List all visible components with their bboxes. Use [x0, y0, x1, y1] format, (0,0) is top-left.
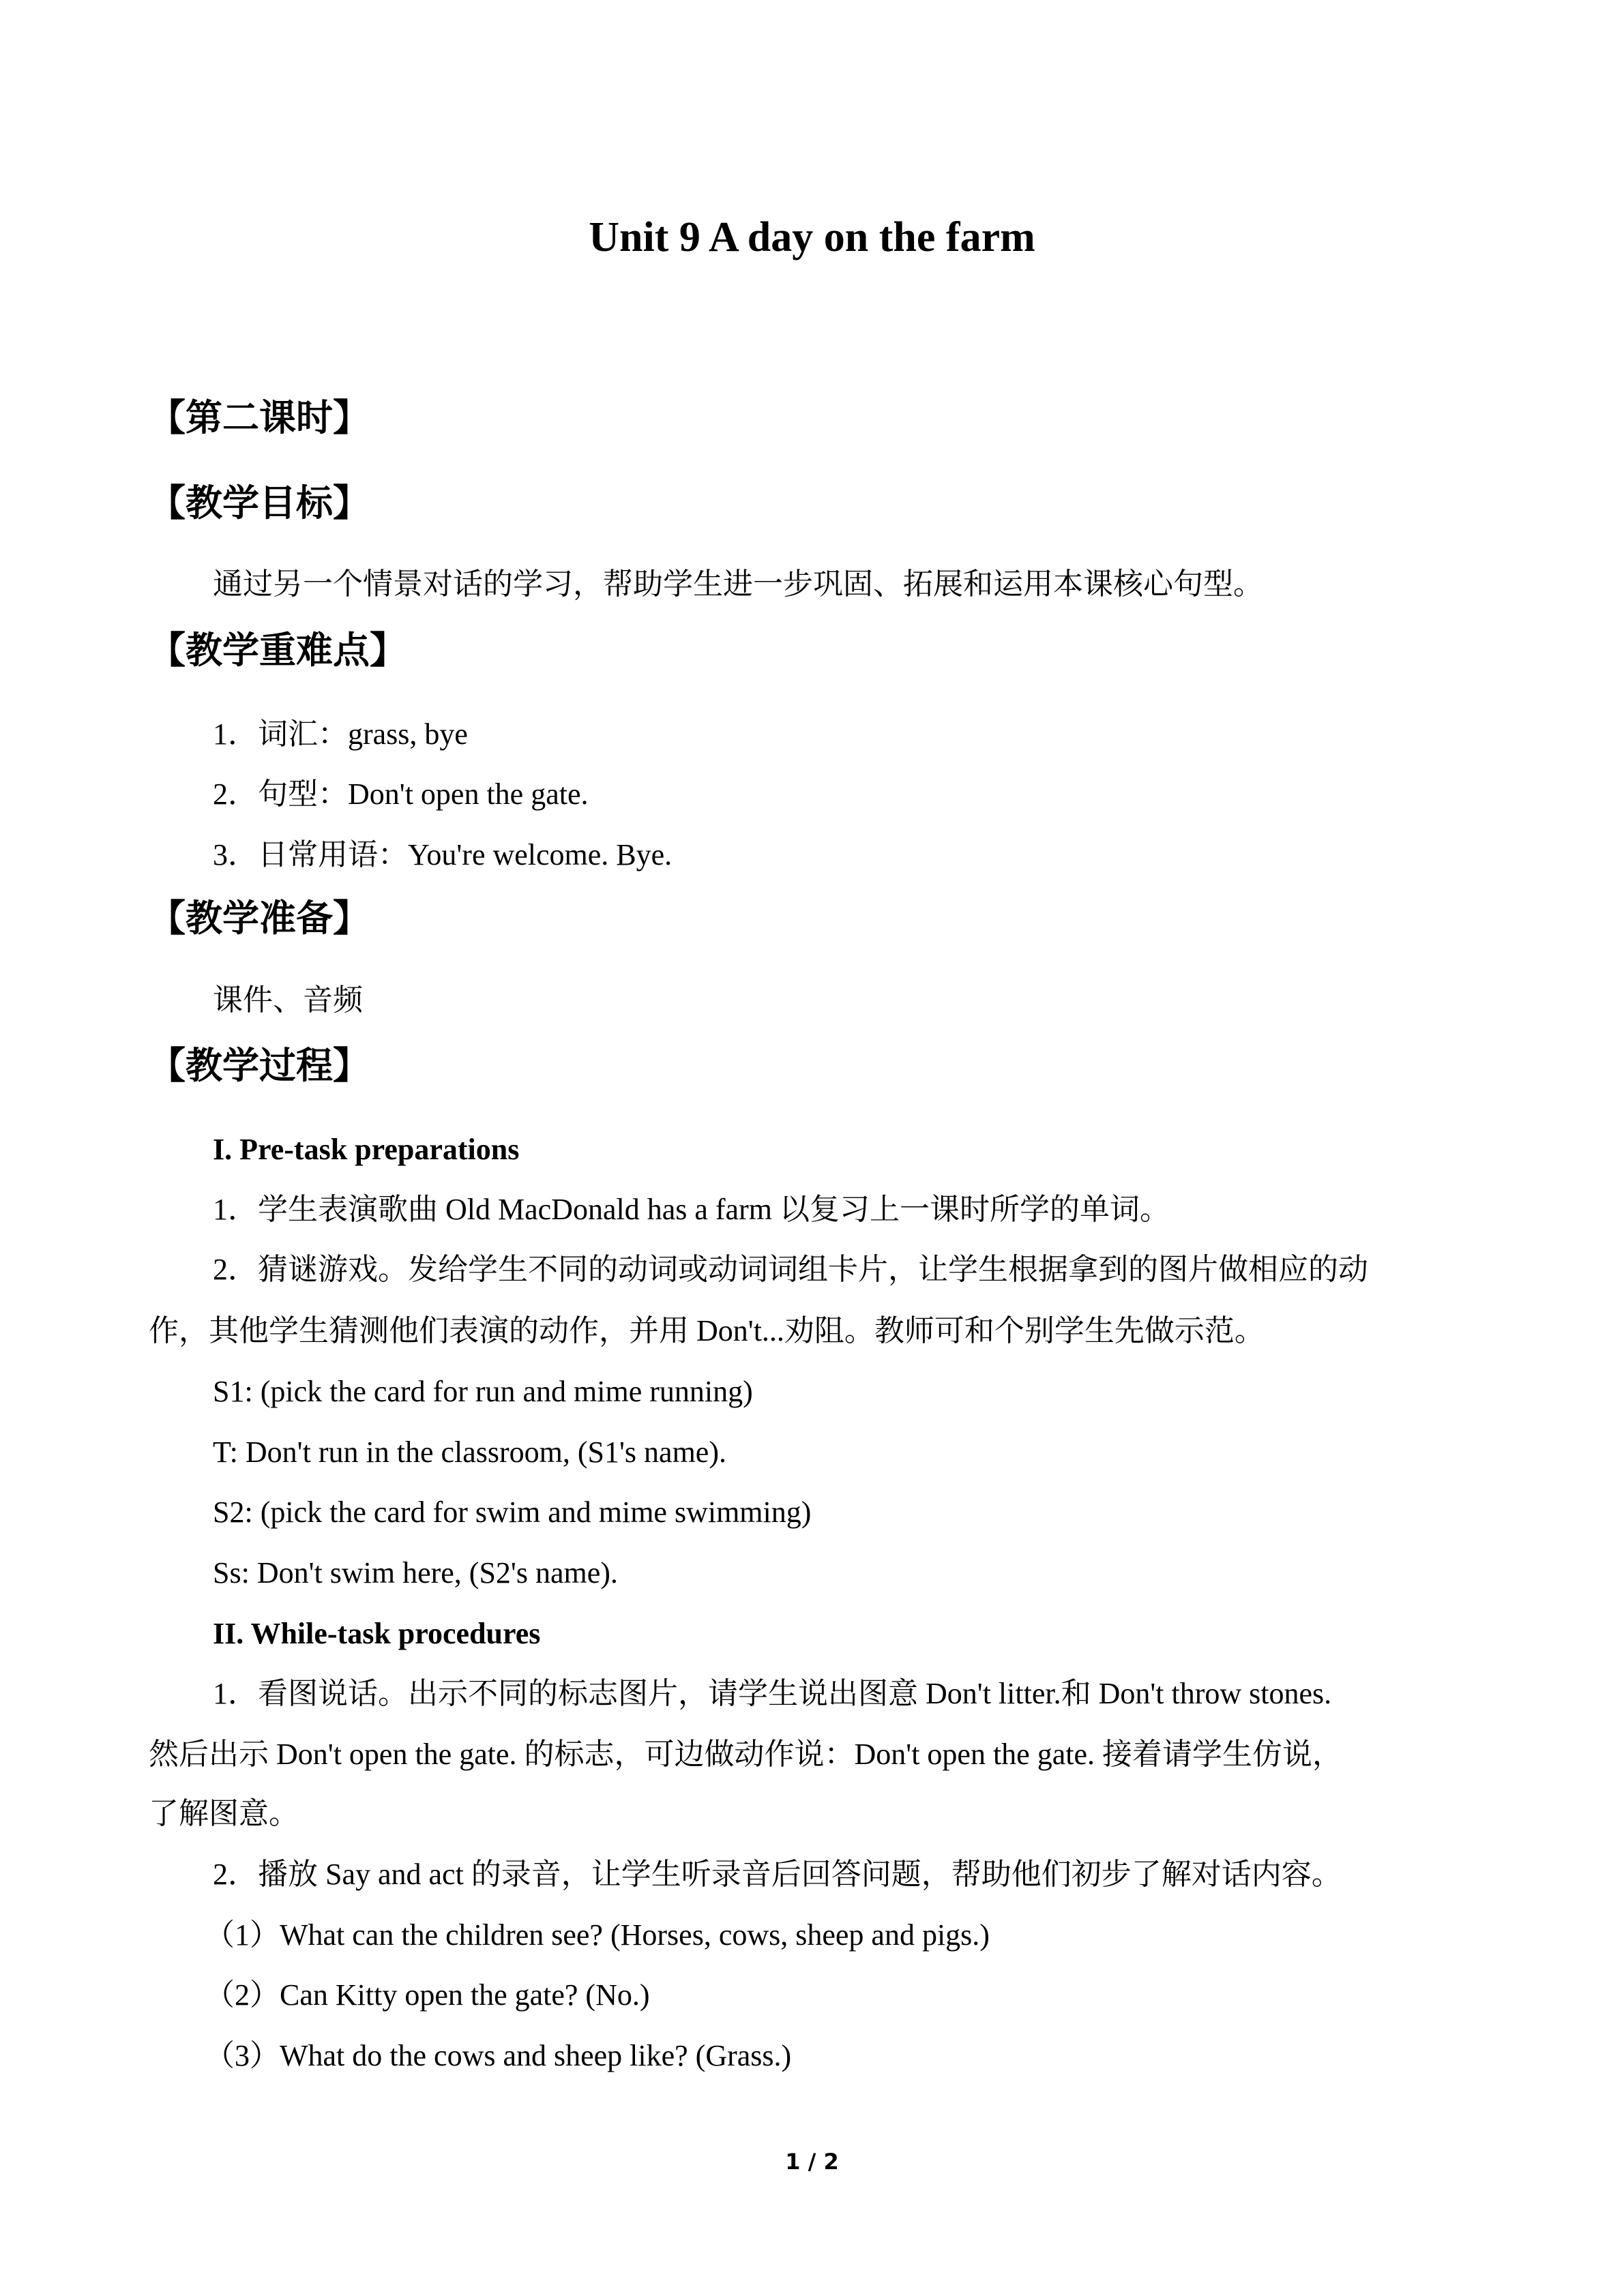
dialogue-line: S2: (pick the card for swim and mime swimming) [213, 1495, 812, 1529]
question-item: （1）What can the children see? (Horses, cows, sheep and pigs.) [205, 1918, 990, 1952]
key-points-heading: 【教学重难点】 [149, 629, 407, 672]
process-heading: 【教学过程】 [149, 1044, 370, 1087]
lesson-heading: 【第二课时】 [149, 396, 370, 439]
pre-task-item: 1．学生表演歌曲 Old MacDonald has a farm 以复习上一课时所学的单词。 [213, 1193, 1170, 1226]
while-task-item: 1．看图说话。出示不同的标志图片，请学生说出图意 Don't litter.和 Don't throw stones. [213, 1677, 1332, 1710]
pre-task-heading: I. Pre-task preparations [213, 1133, 520, 1166]
while-task-item: 2．播放 Say and act 的录音，让学生听录音后回答问题，帮助他们初步了解对话内容。 [213, 1858, 1342, 1891]
key-point-item: 1．词汇：grass, bye [213, 717, 468, 751]
question-item: （3）What do the cows and sheep like? (Grass.) [205, 2039, 792, 2072]
page-number: 1 / 2 [785, 2149, 839, 2175]
dialogue-line: S1: (pick the card for run and mime running) [213, 1375, 753, 1408]
preparation-heading: 【教学准备】 [149, 897, 370, 940]
preparation-text: 课件、音频 [213, 983, 363, 1017]
pre-task-item: 2．猜谜游戏。发给学生不同的动词或动词词组卡片，让学生根据拿到的图片做相应的动 [213, 1253, 1368, 1286]
while-task-item-continued: 了解图意。 [149, 1797, 299, 1830]
key-point-item: 3．日常用语：You're welcome. Bye. [213, 838, 673, 871]
objectives-text: 通过另一个情景对话的学习，帮助学生进一步巩固、拓展和运用本课核心句型。 [213, 567, 1263, 601]
objectives-heading: 【教学目标】 [149, 481, 370, 524]
dialogue-line: T: Don't run in the classroom, (S1's name). [213, 1435, 726, 1469]
key-point-item: 2．句型：Don't open the gate. [213, 777, 589, 811]
while-task-item-continued: 然后出示 Don't open the gate. 的标志，可边做动作说：Don't open the gate. 接着请学生仿说， [149, 1738, 1342, 1771]
question-item: （2）Can Kitty open the gate? (No.) [205, 1978, 650, 2012]
dialogue-line: Ss: Don't swim here, (S2's name). [213, 1556, 618, 1590]
while-task-heading: II. While-task procedures [213, 1617, 541, 1650]
document-title: Unit 9 A day on the farm [589, 214, 1035, 260]
pre-task-item-continued: 作，其他学生猜测他们表演的动作，并用 Don't...劝阻。教师可和个别学生先做示范。 [149, 1314, 1265, 1347]
